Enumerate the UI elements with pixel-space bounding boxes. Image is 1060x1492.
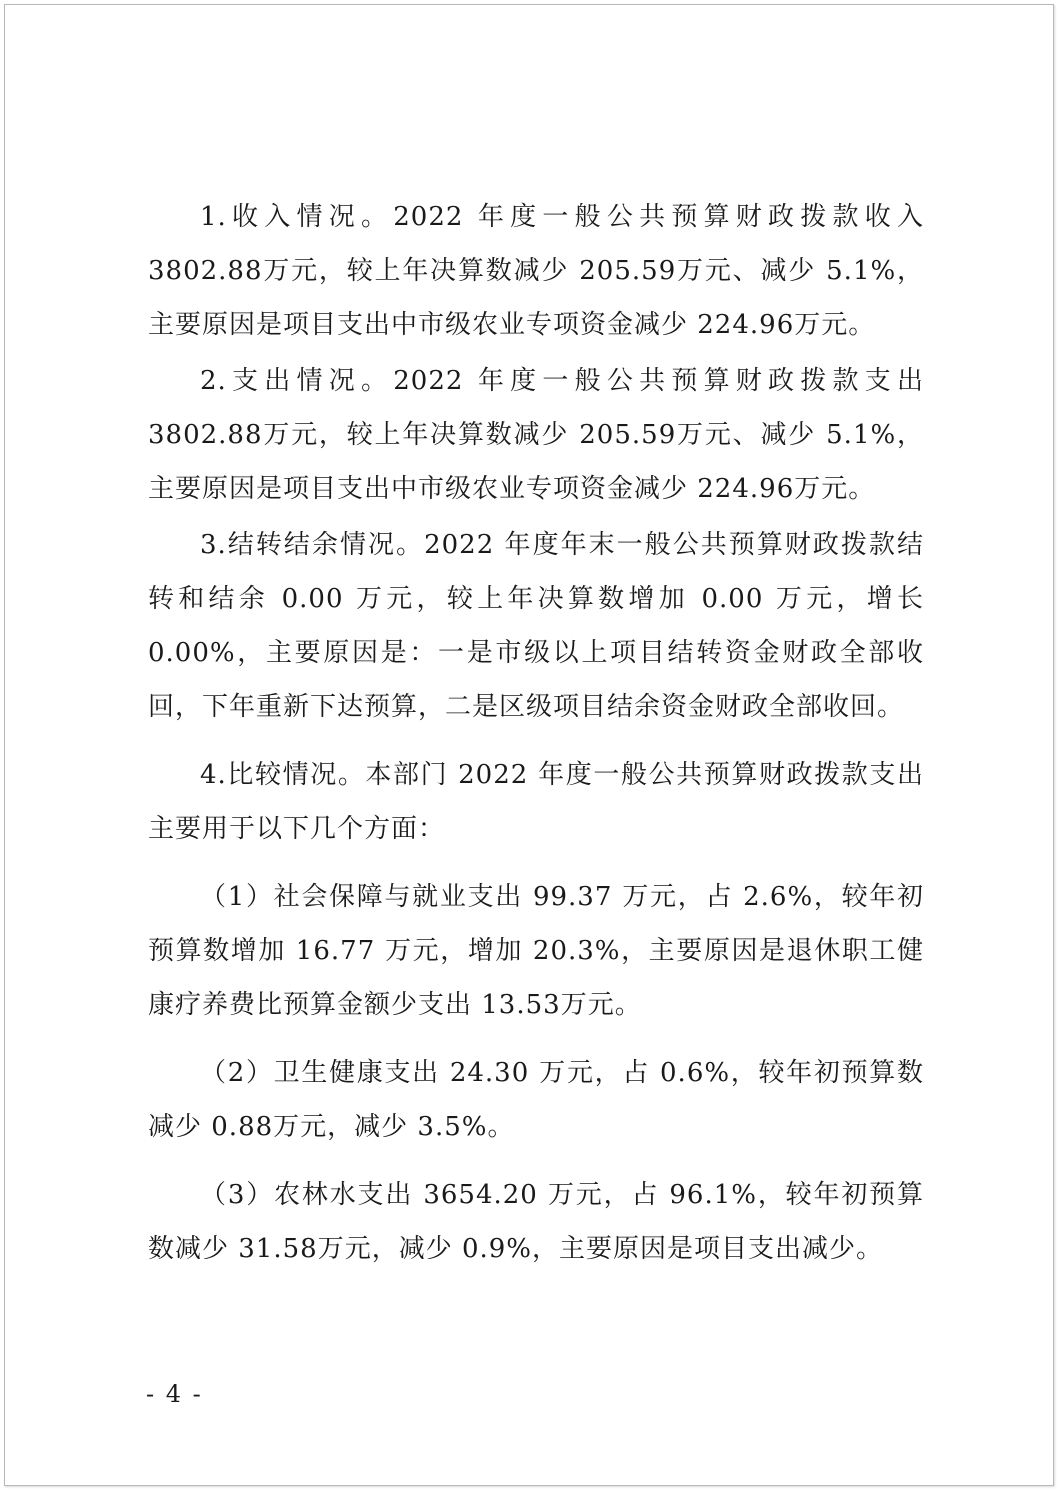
paragraph-carryover: 3.结转结余情况。2022 年度年末一般公共预算财政拨款结转和结余 0.00 万元，较上年决算数增加 0.00 万元，增长 0.00%，主要原因是：一是市级以上项目结转资金财政全部收回，下年重新下达预算，二是区级项目结余资金财政全部收回。 [148,530,924,722]
paragraph-comparison: 4.比较情况。本部门 2022 年度一般公共预算财政拨款支出主要用于以下几个方面： [148,760,924,844]
paragraph-income: 1.收入情况。2022 年度一般公共预算财政拨款收入 3802.88万元，较上年决算数减少 205.59万元、减少 5.1%，主要原因是项目支出中市级农业专项资金减少 224.96万元。 [148,202,924,340]
paragraph-expenditure: 2.支出情况。2022 年度一般公共预算财政拨款支出 3802.88万元，较上年决算数减少 205.59万元、减少 5.1%，主要原因是项目支出中市级农业专项资金减少 224.96万元。 [148,366,924,504]
paragraph-agriculture: （3）农林水支出 3654.20 万元，占 96.1%，较年初预算数减少 31.58万元，减少 0.9%，主要原因是项目支出减少。 [148,1180,924,1264]
paragraph-social-security: （1）社会保障与就业支出 99.37 万元，占 2.6%，较年初预算数增加 16.77 万元，增加 20.3%，主要原因是退休职工健康疗养费比预算金额少支出 13.53万元。 [148,882,924,1020]
page-number: - 4 - [146,1380,203,1408]
document-body [148,190,924,1276]
paragraph-health: （2）卫生健康支出 24.30 万元，占 0.6%，较年初预算数减少 0.88万元，减少 3.5%。 [148,1058,924,1142]
